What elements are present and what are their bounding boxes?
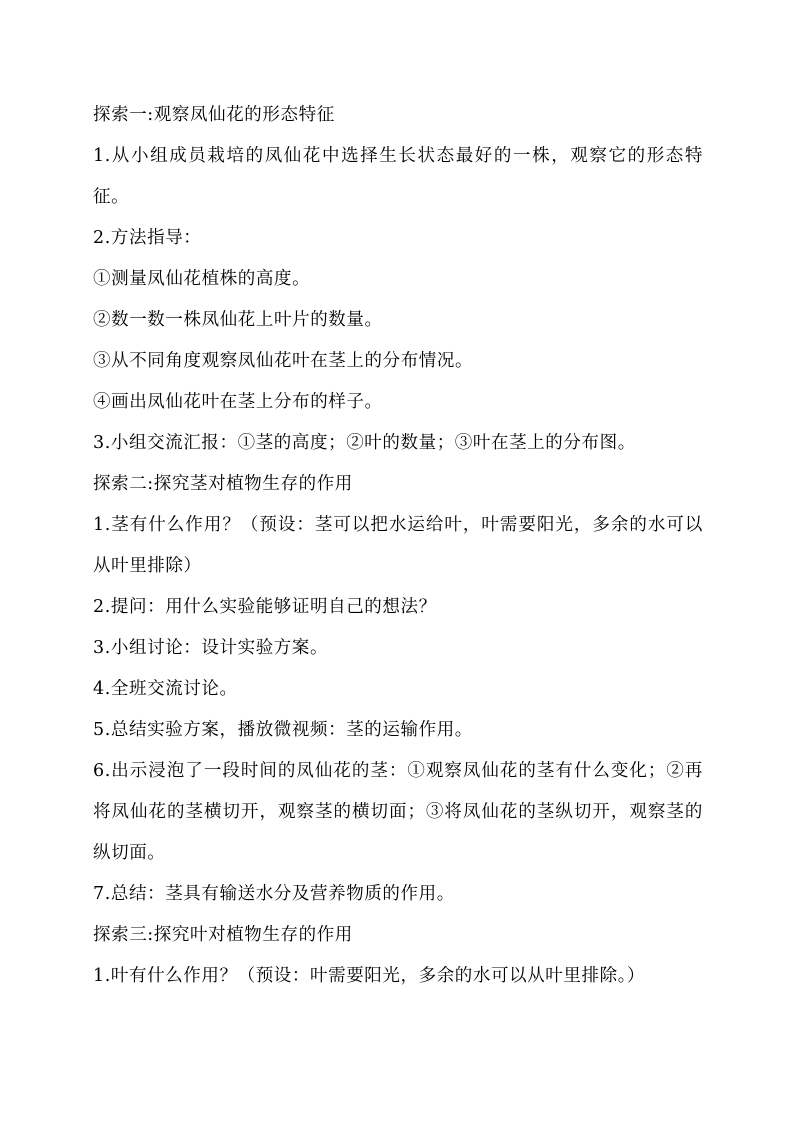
section-heading-2: 探索二:探究茎对植物生存的作用 [93, 474, 353, 494]
paragraph-2-3: 3.小组讨论：设计实验方案。 [93, 638, 329, 658]
list-item-1: ①测量凤仙花植株的高度。 [93, 269, 311, 289]
paragraph-2-4: 4.全班交流讨论。 [93, 679, 238, 699]
list-item-4: ④画出凤仙花叶在茎上分布的样子。 [93, 392, 383, 412]
paragraph-3-1: 1.叶有什么作用？（预设：叶需要阳光，多余的水可以从叶里排除。） [93, 966, 646, 986]
section-heading-3: 探索三:探究叶对植物生存的作用 [93, 925, 353, 945]
paragraph-1-3: 3.小组交流汇报：①茎的高度；②叶的数量；③叶在茎上的分布图。 [93, 433, 636, 453]
section-heading-1: 探索一:观察凤仙花的形态特征 [93, 105, 335, 125]
paragraph-2-5: 5.总结实验方案，播放微视频：茎的运输作用。 [93, 720, 473, 740]
paragraph-1-1: 1.从小组成员栽培的凤仙花中选择生长状态最好的一株，观察它的形态特征。 [93, 146, 703, 207]
paragraph-2-6: 6.出示浸泡了一段时间的凤仙花的茎：①观察凤仙花的茎有什么变化；②再将凤仙花的茎横切开，观察茎的横切面；③将凤仙花的茎纵切开，观察茎的纵切面。 [93, 761, 703, 863]
paragraph-2-7: 7.总结：茎具有输送水分及营养物质的作用。 [93, 884, 455, 904]
paragraph-2-1: 1.茎有什么作用？（预设：茎可以把水运给叶，叶需要阳光，多余的水可以从叶里排除） [93, 515, 703, 576]
list-item-2: ②数一数一株凤仙花上叶片的数量。 [93, 310, 383, 330]
list-item-3: ③从不同角度观察凤仙花叶在茎上的分布情况。 [93, 351, 474, 371]
paragraph-2-2: 2.提问：用什么实验能够证明自己的想法？ [93, 597, 437, 617]
document-body [93, 95, 703, 997]
paragraph-1-2: 2.方法指导： [93, 228, 202, 248]
